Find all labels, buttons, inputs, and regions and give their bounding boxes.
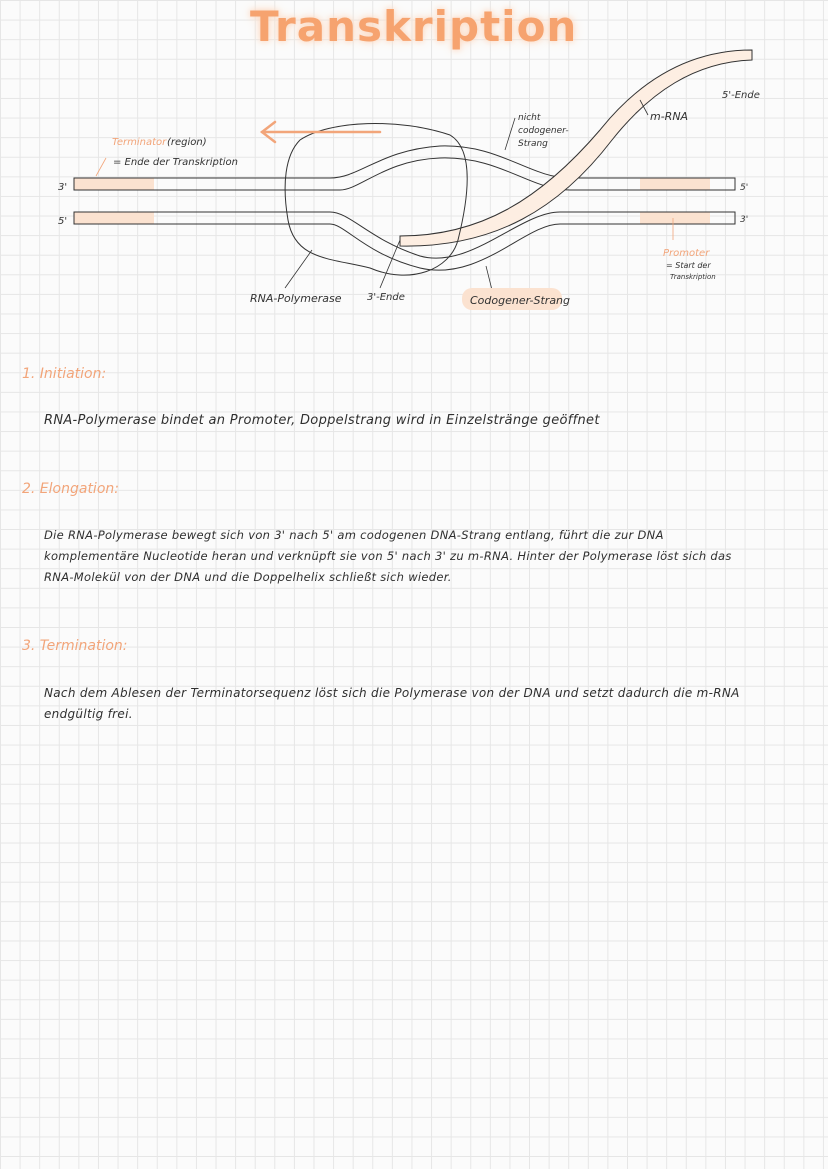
terminator-label: Terminator [112,137,167,148]
section-text-termination [44,683,814,725]
section-heading-initiation: 1. Initiation: [22,366,107,382]
nicht-codogener-line1: nicht [518,113,541,123]
promoter-desc2: Transkription [670,273,716,281]
polymerase-pointer [285,250,312,288]
promoter-desc1: = Start der [666,261,711,270]
section-heading-termination: 3. Termination: [22,638,128,654]
nicht-codogener-pointer [505,118,515,150]
text-line: Die RNA-Polymerase bewegt sich von 3' nach 5' am codogenen DNA-Strang entlang, führt die zur DNA [44,528,664,542]
text-line: RNA-Molekül von der DNA und die Doppelhelix schließt sich wieder. [44,570,452,584]
five-prime-end: 5'-Ende [722,90,760,101]
codogener-pointer [486,266,492,290]
terminator-pointer [96,158,106,176]
direction-arrow [262,122,380,142]
text-line: komplementäre Nucleotide heran und verknüpft sie von 5' nach 3' zu m-RNA. Hinter der Polymerase löst sich das [44,549,732,563]
label-5prime-right: 5' [740,183,749,193]
terminator-region: (region) [167,137,207,148]
label-5prime-left: 5' [58,216,68,227]
polymerase-label: RNA-Polymerase [250,292,342,305]
promoter-highlight-bottom [640,212,710,224]
promoter-highlight-top [640,178,710,190]
text-line: Nach dem Ablesen der Terminatorsequenz löst sich die Polymerase von der DNA und setzt dadurch die m-RNA [44,686,740,700]
label-3prime-left: 3' [58,182,68,193]
nicht-codogener-line3: Strang [518,139,548,149]
text-line: RNA-Polymerase bindet an Promoter, Doppelstrang wird in Einzelstränge geöffnet [44,413,600,428]
transcription-diagram [0,0,828,320]
mrna-label: m-RNA [650,110,689,123]
terminator-highlight-top [74,178,154,190]
codogener-label: Codogener-Strang [470,294,571,307]
page-title: Transkription [250,2,578,51]
nicht-codogener-line2: codogener- [518,126,569,136]
promoter-label: Promoter [663,248,710,259]
terminator-highlight-bottom [74,212,154,224]
section-text-elongation [44,525,814,588]
text-line: endgültig frei. [44,707,133,721]
section-text-initiation [44,410,804,431]
three-prime-pointer [380,240,400,288]
label-3prime-right: 3' [740,215,749,225]
terminator-desc: = Ende der Transkription [113,157,238,168]
section-heading-elongation: 2. Elongation: [22,481,119,497]
three-prime-end: 3'-Ende [367,292,405,303]
